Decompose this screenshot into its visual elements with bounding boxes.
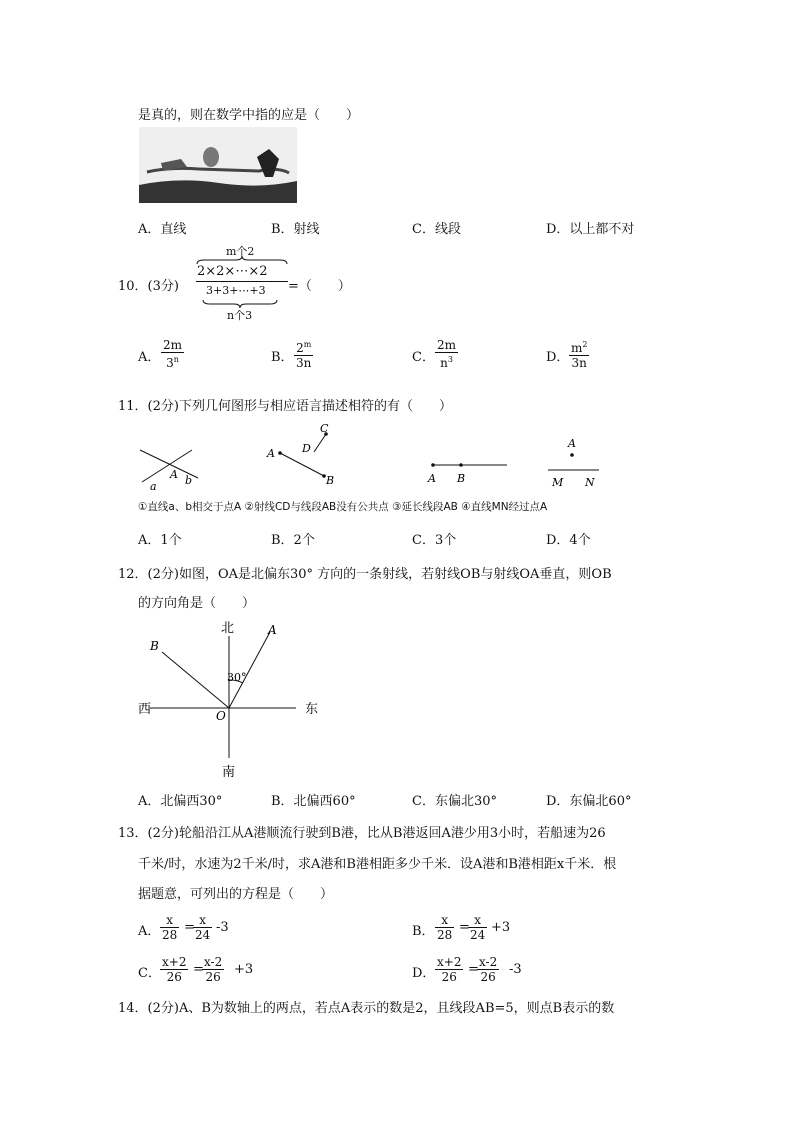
- q11-fig3-extended-segment: [427, 463, 507, 485]
- q13-c-frac1: $\frac{x+2}{26}$: [162, 955, 187, 984]
- q12-option-d: D．东偏北60°: [546, 794, 632, 809]
- q13-option-b-prefix: B．: [412, 924, 435, 939]
- q10-d-den: 3n: [569, 355, 589, 370]
- q13-option-a-prefix: A．: [138, 924, 161, 939]
- q12-label-angle: 30°: [227, 671, 247, 684]
- q14-line1: 14．(2分)A、B为数轴上的两点，若点A表示的数是2，且线段AB=5，则点B表示的数: [118, 1001, 615, 1016]
- q11-fig4-line-and-point: [548, 437, 599, 489]
- q10-top-brace-label: m个2: [226, 245, 255, 258]
- q12-direction-figure: [130, 618, 330, 783]
- q13-b-tail: +3: [491, 920, 511, 935]
- q13-a-frac2: $\frac{x}{24}$: [195, 913, 211, 942]
- q13-c-tail: +3: [234, 962, 254, 977]
- q11-fig2-label-A: A: [267, 447, 275, 460]
- q11-fig2-label-D: D: [302, 442, 311, 455]
- q11-fig3-label-B: B: [457, 472, 466, 485]
- q10-denominator: 3+3+⋯+3: [206, 284, 266, 297]
- q13-a-frac1: $\frac{x}{28}$: [162, 913, 178, 942]
- q12-stem-line1: 12．(2分)如图，OA是北偏东30° 方向的一条射线，若射线OB与射线OA垂直，则OB: [118, 567, 612, 582]
- q10-b-num: 2$^m$: [296, 340, 312, 355]
- q11-fig1-intersecting-lines: [140, 450, 198, 492]
- q12-label-west: 西: [138, 702, 152, 717]
- q11-fig4-label-A: A: [568, 437, 576, 450]
- q9-option-d: D．以上都不对: [546, 222, 635, 237]
- q11-fig1-label-b: b: [185, 474, 193, 487]
- q10-option-c-prefix: C．: [412, 350, 435, 365]
- q9-photo: [139, 127, 297, 203]
- q12-label-A: A: [268, 623, 277, 637]
- q13-d-frac2: $\frac{x-2}{26}$: [479, 955, 498, 984]
- q11-figures: [130, 420, 630, 492]
- q10-c-den: $n^3$: [435, 352, 458, 370]
- q13-a-tail: -3: [216, 920, 229, 935]
- q12-label-north: 北: [221, 621, 235, 636]
- q9-stem-tail: 是真的，则在数学中指的应是（ ）: [138, 108, 360, 123]
- q12-option-a: A．北偏西30°: [138, 794, 223, 809]
- q10-numerator: 2×2×⋯×2: [197, 264, 268, 279]
- q9-option-c: C．线段: [412, 222, 461, 237]
- q13-d-tail: -3: [509, 962, 522, 977]
- q11-option-d: D．4个: [546, 533, 591, 548]
- q10-fraction-bar: [196, 281, 288, 282]
- q11-option-c: C．3个: [412, 533, 457, 548]
- q10-b-den: 3n: [296, 356, 312, 370]
- q11-fig1-label-a: a: [150, 480, 157, 492]
- q13-c-frac2: $\frac{x-2}{26}$: [204, 955, 223, 984]
- q11-stem: 11．(2分)下列几何图形与相应语言描述相符的有（ ）: [118, 399, 452, 414]
- q9-option-a: A．直线: [138, 222, 187, 237]
- q10-d-num: $m^2$: [571, 340, 588, 355]
- q13-line2: 千米/时，水速为2千米/时，求A港和B港相距多少千米．设A港和B港相距x千米．根: [138, 857, 617, 872]
- q11-fig3-label-A: A: [428, 472, 436, 485]
- q11-fig2-label-C: C: [320, 422, 329, 435]
- q13-c-eq: =: [193, 962, 204, 977]
- q12-label-south: 南: [222, 765, 236, 780]
- q13-line1: 13．(2分)轮船沿江从A港顺流行驶到B港，比从B港返回A港少用3小时，若船速为26: [118, 826, 606, 841]
- q10-option-d-prefix: D．: [546, 350, 570, 365]
- q10-option-a-prefix: A．: [138, 350, 161, 365]
- q11-fig1-label-A: A: [170, 468, 178, 481]
- q13-b-eq: =: [459, 920, 470, 935]
- q11-fig2-label-B: B: [326, 474, 335, 487]
- q11-fig4-label-N: N: [585, 476, 595, 489]
- q13-option-d-prefix: D．: [412, 966, 436, 981]
- q13-option-c-prefix: C．: [138, 966, 161, 981]
- q10-label: 10．(3分): [118, 279, 179, 294]
- q10-option-d-fraction: [569, 338, 589, 370]
- q10-option-c-fraction: [435, 338, 458, 370]
- q10-equals: =（ ）: [288, 279, 351, 294]
- q10-a-num: 2m: [163, 338, 183, 352]
- q12-ray-ob: [162, 652, 229, 708]
- q13-a-eq: =: [184, 920, 195, 935]
- q13-d-frac1: $\frac{x+2}{26}$: [437, 955, 462, 984]
- q12-ray-oa: [229, 632, 270, 708]
- q11-fig4-label-M: M: [552, 476, 564, 489]
- q13-d-eq: =: [468, 962, 479, 977]
- q10-c-num: 2m: [437, 338, 457, 352]
- q10-option-b-prefix: B．: [271, 350, 294, 365]
- q12-stem-line2: 的方向角是（ ）: [138, 596, 256, 611]
- q12-option-b: B．北偏西60°: [271, 794, 356, 809]
- q10-option-a-fraction: [161, 338, 184, 370]
- q11-captions: ①直线a、b相交于点A ②射线CD与线段AB没有公共点 ③延长线段AB ④直线MN经过点A: [138, 501, 548, 513]
- q10-a-den: 3$^n$: [161, 352, 184, 370]
- q12-label-east: 东: [305, 702, 319, 717]
- q11-option-b: B．2个: [271, 533, 315, 548]
- q13-b-frac1: $\frac{x}{28}$: [437, 913, 453, 942]
- q10-option-b-fraction: [294, 338, 313, 370]
- q12-label-O: O: [216, 709, 226, 723]
- q11-fig2-segment-and-ray: [266, 422, 334, 487]
- q13-b-frac2: $\frac{x}{24}$: [470, 913, 486, 942]
- q13-line3: 据题意，可列出的方程是（ ）: [138, 887, 334, 902]
- q11-option-a: A．1个: [138, 533, 182, 548]
- q12-option-c: C．东偏北30°: [412, 794, 497, 809]
- q12-label-B: B: [150, 639, 159, 653]
- q9-option-b: B．射线: [271, 222, 320, 237]
- q10-bottom-brace-label: n个3: [227, 309, 253, 322]
